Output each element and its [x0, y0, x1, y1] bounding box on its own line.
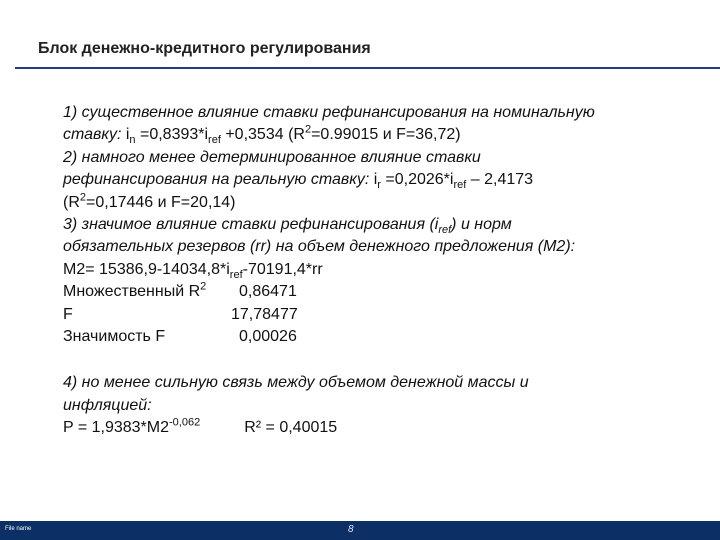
item-2-line-1: [63, 147, 703, 169]
page-number: 8: [348, 524, 354, 535]
item-4-r2: R² = 0,40015: [244, 419, 338, 437]
item-1-line-2: [63, 124, 703, 146]
footer-bar: [0, 521, 720, 540]
item-2-coef: =0,2026*i: [380, 171, 454, 189]
item-2-sub-r: r: [377, 179, 381, 192]
m2-formula-sub: ref: [229, 269, 243, 282]
item-1-sup: 2: [304, 124, 312, 137]
m2-formula-b: -70191,4*rr: [242, 260, 323, 278]
item-4-text-2: инфляцией:: [63, 396, 152, 414]
item-1-const: +0,3534 (R: [220, 126, 305, 144]
item-2-const: – 2,4173: [466, 171, 534, 189]
stat-value-sig: 0,00026: [239, 328, 297, 346]
item-1-sub-ref: ref: [208, 134, 221, 147]
stat-label-sig: Значимость F: [63, 328, 166, 346]
item-1-var: i: [121, 126, 130, 144]
stat-value-f: 17,78477: [231, 305, 298, 323]
item-1-label: ставку:: [63, 126, 122, 144]
item-2-label: рефинансирования на реальную ставку:: [63, 171, 370, 189]
item-3-line-2: [63, 236, 703, 258]
item-4-line-1: [63, 372, 703, 394]
slide-content: [63, 102, 703, 440]
item-1-stats: =0.99015 и F=36,72): [311, 126, 461, 144]
item-1-sub-n: n: [129, 134, 136, 147]
item-3-line-1: [63, 214, 703, 236]
stat-label-r2-text: Множественный R: [63, 283, 201, 301]
stat-row-sig: [63, 326, 703, 348]
stat-label-r2: [63, 281, 239, 303]
item-1-line-1: [63, 102, 703, 124]
item-2-text: 2) намного менее детерминированное влияние ставки: [63, 148, 481, 166]
item-4-formula: [63, 417, 703, 439]
item-2-sub-ref: ref: [453, 179, 467, 192]
stat-label-r2-sup: 2: [200, 280, 207, 293]
item-4-formula-p: P = 1,9383*M2: [63, 419, 170, 437]
page-title: Блок денежно-кредитного регулирования: [38, 40, 371, 57]
stat-value-r2: 0,86471: [239, 283, 297, 301]
item-3-sub-ref: ref: [438, 224, 452, 237]
item-1-coef: =0,8393*i: [135, 126, 209, 144]
title-rule: [15, 67, 720, 69]
item-2-r: (R: [63, 193, 80, 211]
footer-filename: File name: [5, 526, 32, 532]
item-2-sup: 2: [79, 191, 87, 204]
item-3-text: 3) значимое влияние ставки рефинансирования (i: [63, 216, 439, 234]
m2-formula: [63, 259, 703, 281]
item-4-line-2: [63, 395, 703, 417]
stat-row-r2: [63, 281, 703, 303]
item-3-text-cont: ) и норм: [451, 216, 512, 234]
item-1-text: 1) существенное влияние ставки рефинансирования на номинальную: [63, 104, 595, 121]
m2-formula-a: M2= 15386,9-14034,8*i: [63, 260, 230, 278]
item-2-stats: =0,17446 и F=20,14): [86, 193, 236, 211]
stat-row-f: [63, 304, 703, 326]
item-2-line-2: [63, 169, 703, 191]
stat-label-f: F: [63, 305, 73, 323]
item-2-var: i: [369, 171, 378, 189]
item-4-text: 4) но менее сильную связь между объемом денежной массы и: [63, 374, 529, 392]
item-2-line-3: [63, 192, 703, 214]
item-4-formula-sup: -0,062: [169, 416, 201, 429]
item-3-text-2: обязательных резервов (rr) на объем денежного предложения (М2):: [63, 238, 576, 256]
